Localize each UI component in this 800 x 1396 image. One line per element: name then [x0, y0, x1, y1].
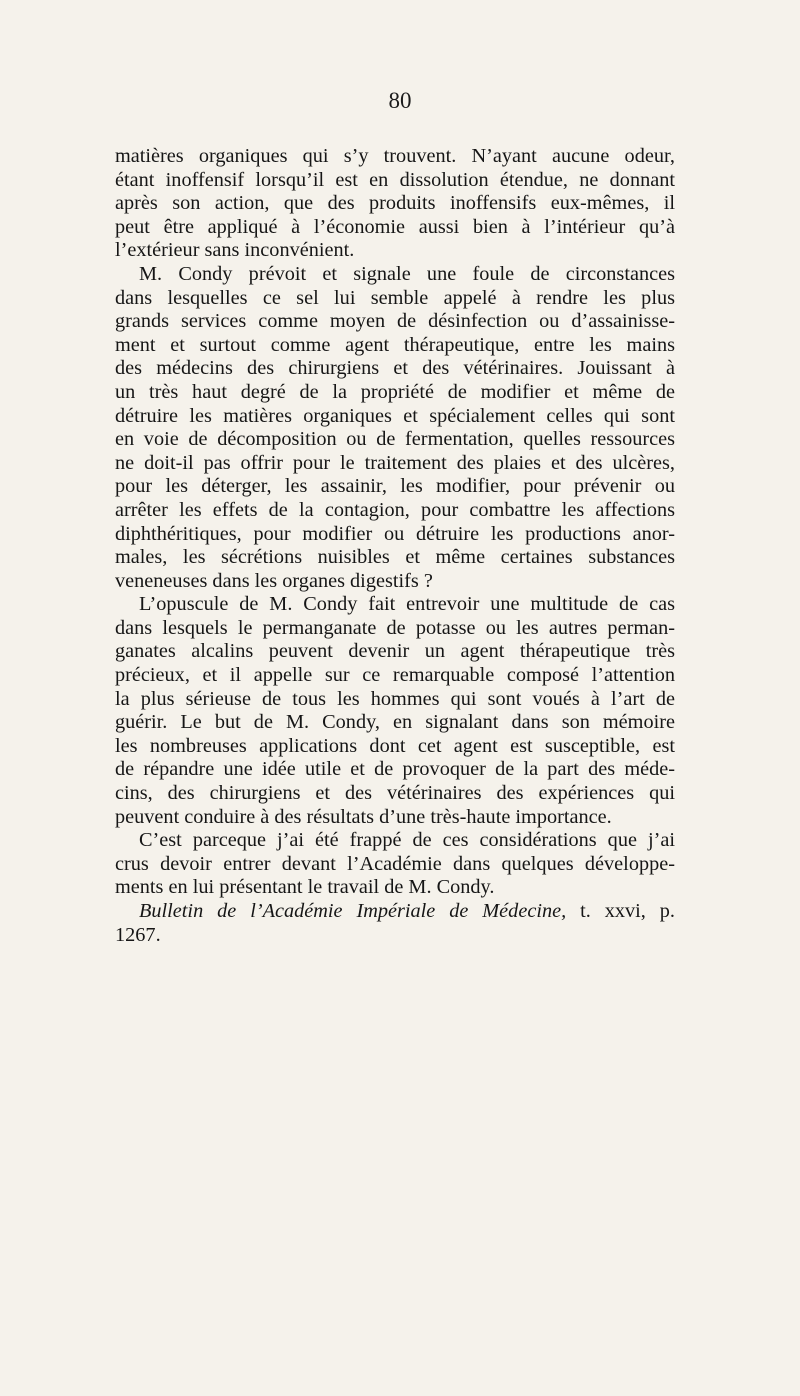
- text-line: ments en lui présentant le travail de M. Condy.: [115, 876, 495, 899]
- text-line: veneneuses dans les organes digestifs ?: [115, 569, 433, 592]
- text-line: ment et surtout comme agent thérapeutique, entre les mains: [115, 333, 675, 356]
- text-line: dans lesquels le permanganate de potasse ou les autres perman-: [115, 616, 675, 639]
- text-line: dans lesquelles ce sel lui semble appelé à rendre les plus: [115, 286, 675, 309]
- text-line: M. Condy prévoit et signale une foule de circonstances: [139, 262, 675, 285]
- text-line: des médecins des chirurgiens et des vétérinaires. Jouissant à: [115, 357, 675, 380]
- text-line: cins, des chirurgiens et des vétérinaires des expériences qui: [115, 782, 675, 805]
- text-line: les nombreuses applications dont cet agent est susceptible, est: [115, 734, 675, 757]
- text-line: matières organiques qui s’y trouvent. N’ayant aucune odeur,: [115, 145, 675, 167]
- text-line: arrêter les effets de la contagion, pour combattre les affections: [115, 498, 675, 521]
- citation-line: [115, 900, 675, 924]
- text-line: crus devoir entrer devant l’Académie dans quelques développe-: [115, 852, 675, 875]
- text-line: de répandre une idée utile et de provoquer de la part des méde-: [115, 758, 675, 781]
- page-number: 80: [388, 88, 412, 113]
- text-line: peuvent conduire à des résultats d’une très-haute importance.: [115, 805, 612, 828]
- text-line: étant inoffensif lorsqu’il est en dissolution étendue, ne donnant: [115, 168, 675, 191]
- text-line: C’est parceque j’ai été frappé de ces considérations que j’ai: [139, 829, 675, 852]
- text-line: en voie de décomposition ou de fermentation, quelles ressources: [115, 428, 675, 451]
- citation-ref: t. xxvi, p.: [566, 900, 675, 922]
- text-line: guérir. Le but de M. Condy, en signalant dans son mémoire: [115, 711, 675, 734]
- text-line: ganates alcalins peuvent devenir un agent thérapeutique très: [115, 640, 675, 663]
- text-line: après son action, que des produits inoffensifs eux-mêmes, il: [115, 192, 675, 215]
- text-line: L’opuscule de M. Condy fait entrevoir une multitude de cas: [139, 593, 675, 616]
- text-line: peut être appliqué à l’économie aussi bien à l’intérieur qu’à: [115, 215, 675, 238]
- body-text: [115, 145, 675, 947]
- text-line: males, les sécrétions nuisibles et même certaines substances: [115, 546, 675, 569]
- text-line: l’extérieur sans inconvénient.: [115, 239, 355, 262]
- citation-title: Bulletin de l’Académie Impériale de Médecine,: [139, 900, 567, 922]
- text-line: la plus sérieuse de tous les hommes qui sont voués à l’art de: [115, 687, 675, 710]
- text-line: détruire les matières organiques et spécialement celles qui sont: [115, 404, 675, 427]
- text-line: précieux, et il appelle sur ce remarquable composé l’attention: [115, 664, 675, 687]
- text-line: ne doit-il pas offrir pour le traitement des plaies et des ulcères,: [115, 451, 675, 474]
- text-line: un très haut degré de la propriété de modifier et même de: [115, 380, 675, 403]
- text-line: pour les déterger, les assainir, les modifier, pour prévenir ou: [115, 475, 675, 498]
- citation-page: 1267.: [115, 923, 161, 946]
- text-line: diphthéritiques, pour modifier ou détruire les productions anor-: [115, 522, 675, 545]
- text-line: grands services comme moyen de désinfection ou d’assainisse-: [115, 310, 675, 333]
